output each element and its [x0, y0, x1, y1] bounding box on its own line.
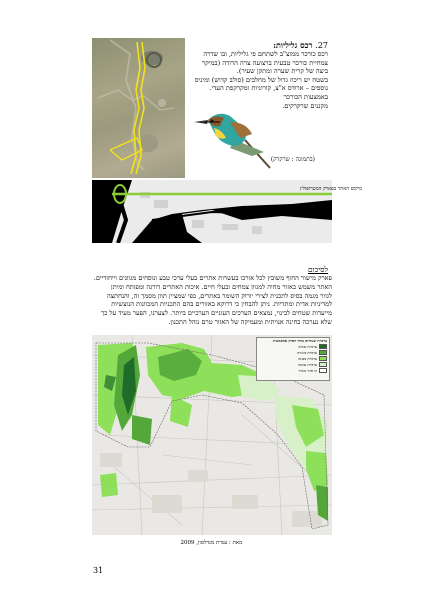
section-body — [188, 50, 328, 110]
summary-body-line: האתר משמש כאזור מחיה למגוון צמחים ובעלי חיים. איכות האתרים דורגה ומפותח ומיתן — [111, 282, 332, 291]
legend-label: ערכיות גבוהה — [298, 344, 317, 349]
summary-body-line: מייעדות שטחים לבינוי, נמצאים הערכים העוניים הערכיים ביותר. לצערנו, הפער מעיד על כך — [101, 309, 332, 318]
map-legend — [256, 337, 330, 381]
legend-item — [259, 362, 327, 367]
section-body-line: רכס כורכר ממוצ"ב לשתחם פי גליליות, ובו שדרה — [203, 50, 328, 58]
section-body-line: מקננים שרקרקים. — [282, 101, 328, 110]
legend-item — [259, 368, 327, 373]
section-number: 27. — [315, 41, 328, 50]
ecological-value-map — [92, 335, 332, 535]
page-number: 31 — [93, 566, 104, 575]
section-body-line: בשטח יש ריכוז גדול של מחלבים (סולב קדוש) ומיניס — [194, 75, 328, 84]
summary-body — [92, 274, 332, 327]
legend-item — [259, 350, 327, 355]
legend-swatch — [319, 362, 327, 367]
legend-label: ערכיות מבונה — [298, 356, 317, 361]
section-title-text: רכס גליליות: — [273, 40, 313, 50]
legend-item — [259, 344, 327, 349]
section-body-line: נוספים – ארודס א"צ, קורוניות ומקרקפת העדי. — [209, 84, 328, 93]
legend-swatch — [319, 356, 327, 361]
location-map-drawing — [92, 180, 332, 243]
legend-label: ערכיות נמוכה — [298, 362, 317, 367]
summary-body-line: פארק מישור החוף משובץ לכל אורכו בעשרות אתרים בעלי ערכי טבע ונוסחים מגוונים וייחודיים. — [93, 274, 332, 282]
summary-title: לסיכום — [307, 265, 328, 274]
photo-credit: (בתמונה : שרקרק) — [270, 156, 315, 163]
location-map — [92, 180, 332, 243]
section-body-line: צמחיית כורכר טבעית ברצועה צרה הרודה (במיקר — [202, 58, 328, 67]
section-body-line: ביצה של קרית שערה ומתקן שעיר). — [236, 67, 328, 76]
legend-label: קו אזור מוגדר — [298, 368, 317, 373]
summary-body-line: לגוור מגמה בסיס לתכנית לצירי יורוק השומר באתרים, כפי שמציין תוון מסמך זה, והנחתצה — [106, 291, 332, 300]
location-map-label: מיקום האתר בפארק המטרופולין — [300, 186, 363, 192]
section-body-line: באמצעות הכורכר — [283, 92, 328, 101]
map-credit: מאת : עמית מגדלסון, 2009 — [180, 540, 243, 546]
legend-swatch — [319, 350, 327, 355]
legend-swatch — [319, 344, 327, 349]
aerial-photo — [92, 38, 185, 178]
summary-body-line: שלא נערכה בחינה אנויתית ומעמיקה של האזור טרם נוהל התכנון. — [168, 317, 332, 326]
legend-title: ערכיות שטחיים בתוך הפרק אמקאשית — [272, 339, 327, 343]
site-outline-overlay — [92, 38, 185, 178]
legend-swatch — [319, 368, 327, 373]
section-title — [273, 40, 328, 50]
legend-label: ערכיות בינונית — [297, 350, 317, 355]
legend-item — [259, 356, 327, 361]
summary-body-line: למדיניות אדית ומתדיות. ניתן להבחין כי דרוקא באזורים בהם התכניות המכוונות הנוצשיות — [111, 300, 332, 309]
